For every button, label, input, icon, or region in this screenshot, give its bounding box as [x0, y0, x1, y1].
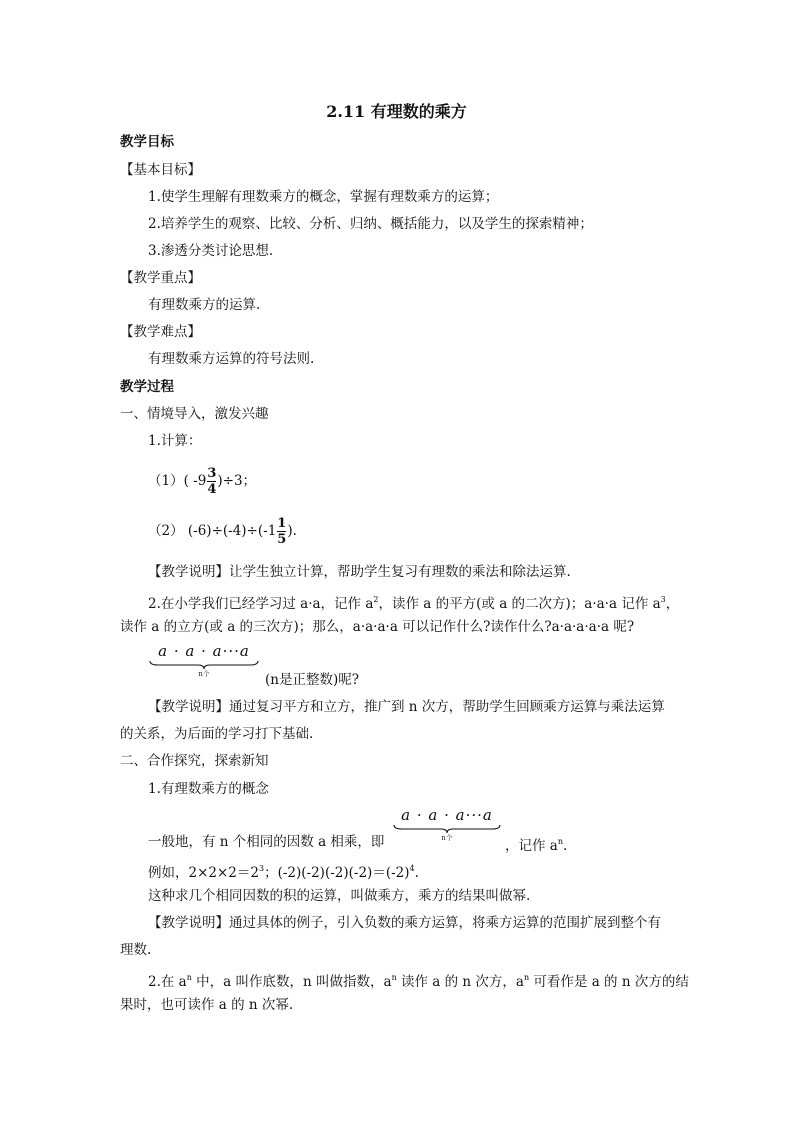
text-run: 中，a 叫作底数，n 叫做指数，a [191, 974, 392, 990]
text-run: ， [665, 596, 680, 612]
text-run: . [414, 865, 419, 881]
superscript: n [557, 837, 563, 846]
text-run: ，记作 a [505, 838, 558, 854]
text-run: 2.在小学我们已经学习过 a·a，记作 a [148, 596, 374, 612]
difficult-point-heading: 【教学难点】 [120, 324, 201, 340]
section1-heading: 一、情境导入，激发兴趣 [120, 406, 269, 422]
superscript: n [186, 973, 192, 982]
brace-expression: a · a · a···a [401, 806, 493, 824]
underbrace-icon [148, 660, 260, 670]
note-3-line-2: 理数. [120, 942, 152, 958]
paragraph-2-line-2: 读作 a 的立方(或 a 的三次方)；那么，a·a·a·a 可以记作什么?读作什么?a·a·a·a·a 呢? [120, 619, 635, 635]
note-2-line-2: 的关系，为后面的学习打下基础. [120, 726, 314, 742]
key-point-heading: 【教学重点】 [120, 270, 201, 286]
page-title: 2.11 有理数的乘方 [326, 102, 467, 121]
superscript: n [523, 973, 530, 982]
paragraph-base-exponent-line-2: 果时，也可读作 a 的 n 次幂. [120, 997, 294, 1013]
note-text: 通过具体的例子，引入负数的乘方运算，将乘方运算的范围扩展到整个有 [229, 915, 661, 931]
note-tag: 【教学说明】 [148, 915, 229, 931]
underbrace-icon [392, 824, 502, 834]
general-statement-suffix [505, 832, 567, 856]
fraction-3-4 [207, 466, 216, 497]
text-run: 读作 a 的 n 次方，a [396, 974, 524, 990]
goal-item-1: 1.使学生理解有理数乘方的概念，掌握有理数乘方的运算； [148, 189, 499, 205]
fraction-numerator: 1 [277, 516, 287, 531]
difficult-point-text: 有理数乘方运算的符号法则. [148, 351, 315, 367]
note-2-line-1 [148, 697, 665, 717]
superscript: 4 [409, 864, 415, 873]
concept-label: 1.有理数乘方的概念 [148, 781, 269, 797]
text-run: ，读作 a 的平方(或 a 的二次方)；a·a·a 记作 a [378, 596, 661, 612]
note-3-line-1 [148, 913, 661, 933]
section2-heading: 二、合作探究，探索新知 [120, 753, 269, 769]
general-statement-prefix: 一般地，有 n 个相同的因数 a 相乘，即 [148, 834, 385, 850]
fraction-1-5 [277, 516, 286, 547]
calc-label: 1.计算： [148, 433, 202, 449]
text-run: ；(-2)(-2)(-2)(-2)＝(-2) [264, 865, 410, 881]
brace-after-text: (n是正整数)呢? [265, 672, 359, 688]
underbrace-expression-2 [392, 806, 502, 842]
superscript: 2 [373, 595, 379, 604]
paragraph-2-line-1 [148, 590, 679, 614]
question-1-suffix: )÷3； [217, 473, 257, 489]
underbrace-expression-1 [148, 642, 260, 678]
paragraph-base-exponent-line-1 [148, 968, 689, 992]
goals-heading: 教学目标 [120, 134, 174, 150]
fraction-denominator: 5 [277, 532, 287, 547]
superscript: n [391, 973, 397, 982]
note-tag: 【教学说明】 [148, 564, 229, 580]
superscript: 3 [660, 595, 666, 604]
basic-goals-heading: 【基本目标】 [120, 162, 201, 178]
brace-caption: n个 [441, 834, 453, 842]
process-heading: 教学过程 [120, 379, 174, 395]
fraction-denominator: 4 [207, 482, 217, 497]
fraction-numerator: 3 [207, 466, 217, 481]
superscript: 3 [258, 864, 265, 873]
question-1-prefix: （1）( -9 [148, 473, 207, 489]
brace-caption: n个 [198, 670, 210, 678]
key-point-text: 有理数乘方的运算. [148, 297, 261, 313]
brace-expression: a · a · a···a [158, 642, 250, 660]
question-2 [148, 513, 297, 549]
note-tag: 【教学说明】 [148, 699, 229, 715]
example-line [148, 859, 419, 883]
text-run: . [563, 838, 568, 854]
question-1 [148, 463, 256, 499]
note-text: 通过复习平方和立方，推广到 n 次方，帮助学生回顾乘方运算与乘法运算 [229, 699, 665, 715]
goal-item-2: 2.培养学生的观察、比较、分析、归纳、概括能力，以及学生的探索精神； [148, 216, 593, 232]
question-2-suffix: ). [287, 523, 297, 539]
text-run: 例如，2×2×2＝2 [148, 865, 259, 881]
text-run: 2.在 a [148, 974, 187, 990]
text-run: 可看作是 a 的 n 次方的结 [529, 974, 689, 990]
goal-item-3: 3.渗透分类讨论思想. [148, 243, 274, 259]
definition-line: 这种求几个相同因数的积的运算，叫做乘方，乘方的结果叫做幂. [148, 888, 531, 904]
note-text: 让学生独立计算，帮助学生复习有理数的乘法和除法运算. [229, 564, 571, 580]
note-1 [148, 562, 571, 582]
question-2-prefix: （2） (-6)÷(-4)÷(-1 [148, 523, 277, 539]
